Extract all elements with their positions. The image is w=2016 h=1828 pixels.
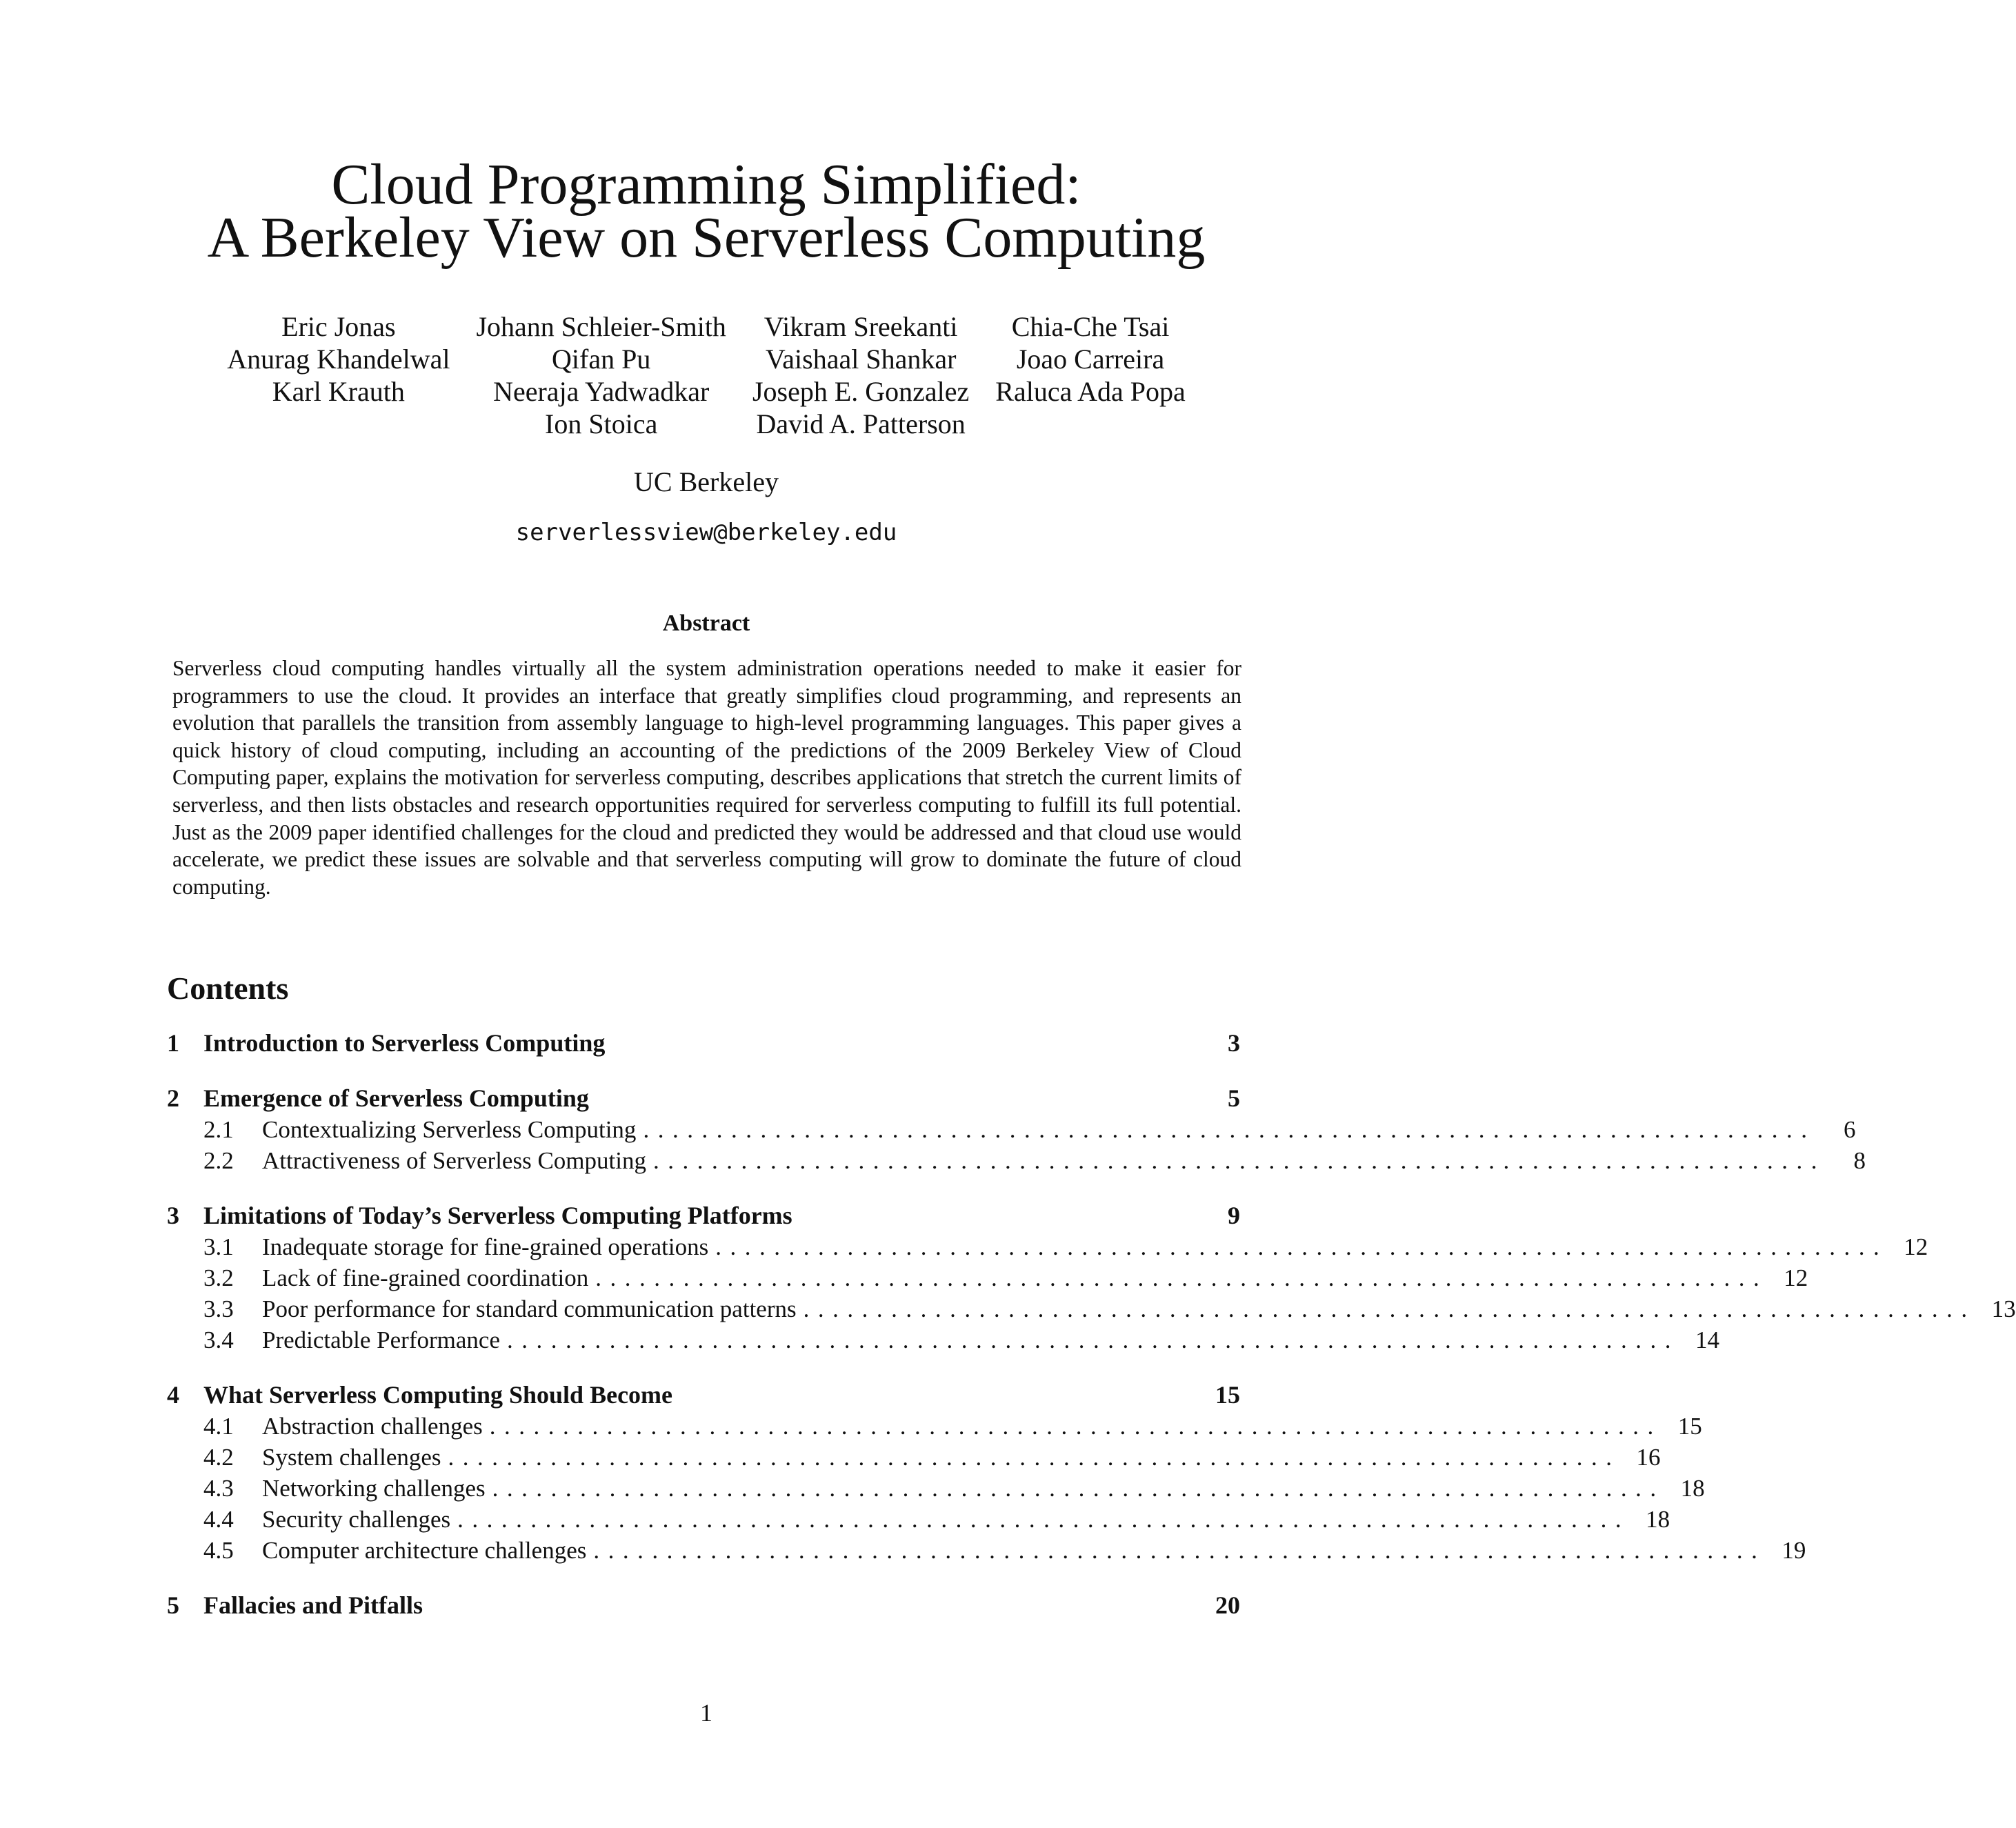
toc-subsection-page: 6 <box>1843 1116 1856 1143</box>
toc-section <box>167 1590 1240 1621</box>
toc-section-title: Fallacies and Pitfalls <box>203 1591 423 1619</box>
toc-subsection-number: 3.3 <box>203 1295 234 1322</box>
paper-title-line-1: Cloud Programming Simplified: <box>331 152 1081 217</box>
toc-subsection-title: Lack of fine-grained coordination <box>262 1264 589 1291</box>
toc-subsection-number: 3.2 <box>203 1264 234 1291</box>
author-name: Joseph E. Gonzalez <box>752 376 970 407</box>
toc-subsection-entry[interactable] <box>167 1293 2016 1324</box>
abstract-text: Serverless cloud computing handles virtually all the system administration operations needed to make it easier for programmers to use the cloud. It provides an interface that greatly simplifies cloud programming, and represents an evolution that parallels the transition from assembly language to high-level programming languages. This paper gives a quick history of cloud computing, including an accounting of the predictions of the 2009 Berkeley View of Cloud Computing paper, explains the motivation for serverless computing, describes applications that stretch the current limits of serverless, and then lists obstacles and research opportunities required for serverless computing to fulfill its full potential. Just as the 2009 paper identified challenges for the cloud and predicted they would be addressed and that cloud use would accelerate, we predict these issues are solvable and that serverless computing will grow to dominate the future of cloud computing. <box>172 656 1241 899</box>
toc-section-number: 1 <box>167 1029 179 1057</box>
dot-leader: ................................................................................ <box>593 1537 1766 1564</box>
toc-section-page: 20 <box>1215 1591 1240 1619</box>
dot-leader: ................................................................................ <box>448 1444 1621 1471</box>
toc-subsection-title: Security challenges <box>262 1506 451 1533</box>
dot-leader: ................................................................................ <box>489 1413 1662 1440</box>
toc-subsection-title: Poor performance for standard communication patterns <box>262 1295 797 1322</box>
toc-subsection-entry[interactable] <box>167 1535 1806 1566</box>
toc-section-entry[interactable] <box>167 1083 1240 1114</box>
toc-subsection-title: Computer architecture challenges <box>262 1537 587 1564</box>
toc-subsection-title: Networking challenges <box>262 1475 486 1502</box>
toc-section-page: 15 <box>1215 1381 1240 1409</box>
toc-subsection-number: 4.1 <box>203 1413 234 1440</box>
dot-leader: ................................................................................ <box>492 1475 1665 1502</box>
toc-section-page: 3 <box>1228 1029 1240 1057</box>
page-number: 1 <box>700 1699 712 1727</box>
toc-section <box>167 1083 1866 1176</box>
author-column <box>476 310 726 440</box>
toc-subsection-page: 8 <box>1853 1147 1866 1174</box>
toc-subsection-number: 2.1 <box>203 1116 234 1143</box>
author-name: Qifan Pu <box>552 344 651 375</box>
toc-section-number: 4 <box>167 1381 179 1409</box>
toc-section-title: Limitations of Today’s Serverless Computing Platforms <box>203 1202 792 1229</box>
affiliation: UC Berkeley <box>634 466 779 497</box>
dot-leader: ................................................................................ <box>715 1233 1888 1260</box>
dot-leader: ................................................................................ <box>457 1506 1630 1533</box>
toc-section-entry[interactable] <box>167 1028 1240 1059</box>
author-name: Ion Stoica <box>545 408 658 439</box>
toc-section <box>167 1200 2016 1355</box>
dot-leader: ................................................................................ <box>595 1264 1768 1291</box>
toc-subsection-entry[interactable] <box>167 1114 1856 1145</box>
toc-section <box>167 1380 1806 1566</box>
toc-subsection-number: 4.4 <box>203 1506 234 1533</box>
author-column <box>227 310 450 440</box>
author-name: Neeraja Yadwadkar <box>493 376 710 407</box>
toc-subsection-entry[interactable] <box>167 1473 1705 1504</box>
toc-subsection-entry[interactable] <box>167 1145 1866 1176</box>
toc-subsection-number: 4.3 <box>203 1475 234 1502</box>
toc-section-number: 5 <box>167 1591 179 1619</box>
toc-subsection-title: Inadequate storage for fine-grained operations <box>262 1233 709 1260</box>
toc-subsection-page: 12 <box>1904 1233 1928 1260</box>
toc-section-entry[interactable] <box>167 1590 1240 1621</box>
author-name: Chia-Che Tsai <box>1011 311 1170 342</box>
author-name: Vikram Sreekanti <box>764 311 958 342</box>
paper-title-line-2: A Berkeley View on Serverless Computing <box>207 206 1206 270</box>
author-name: Johann Schleier-Smith <box>476 311 726 342</box>
toc-subsection-title: Contextualizing Serverless Computing <box>262 1116 637 1143</box>
toc-subsection-entry[interactable] <box>167 1262 1808 1293</box>
toc-subsection-entry[interactable] <box>167 1504 1670 1535</box>
toc-section-page: 5 <box>1228 1084 1240 1112</box>
toc-subsection-page: 18 <box>1680 1475 1705 1502</box>
dot-leader: ................................................................................ <box>506 1327 1679 1353</box>
toc-subsection-entry[interactable] <box>167 1324 1719 1355</box>
author-name: Eric Jonas <box>281 311 396 342</box>
toc-subsection-number: 4.5 <box>203 1537 234 1564</box>
toc-subsection-page: 13 <box>1991 1295 2016 1322</box>
toc-subsection-page: 12 <box>1784 1264 1808 1291</box>
toc-subsection-title: Predictable Performance <box>262 1327 500 1353</box>
toc-subsection-title: Abstraction challenges <box>262 1413 483 1440</box>
toc-subsection-page: 14 <box>1695 1327 1719 1353</box>
author-name: Anurag Khandelwal <box>227 344 450 375</box>
toc-section-entry[interactable] <box>167 1200 1240 1231</box>
toc-subsection-number: 3.1 <box>203 1233 234 1260</box>
toc-subsection-page: 16 <box>1636 1444 1661 1471</box>
author-name: Raluca Ada Popa <box>995 376 1186 407</box>
toc-section-number: 3 <box>167 1202 179 1229</box>
toc-subsection-page: 15 <box>1677 1413 1702 1440</box>
dot-leader: ................................................................................ <box>652 1147 1826 1174</box>
contact-email: serverlessview@berkeley.edu <box>515 519 897 546</box>
toc-subsection-number: 2.2 <box>203 1147 234 1174</box>
toc-subsection-title: Attractiveness of Serverless Computing <box>262 1147 646 1174</box>
author-name: Vaishaal Shankar <box>765 344 957 375</box>
toc-section-number: 2 <box>167 1084 179 1112</box>
toc-subsection-entry[interactable] <box>167 1231 1928 1262</box>
author-name: Joao Carreira <box>1016 344 1165 375</box>
dot-leader: ................................................................................ <box>803 1295 1976 1322</box>
dot-leader: ................................................................................ <box>643 1116 1816 1143</box>
author-name: Karl Krauth <box>272 376 405 407</box>
toc-section-entry[interactable] <box>167 1380 1240 1411</box>
toc-section-title: Introduction to Serverless Computing <box>203 1029 606 1057</box>
toc-subsection-entry[interactable] <box>167 1411 1702 1442</box>
toc-subsection-number: 4.2 <box>203 1444 234 1471</box>
author-column <box>995 310 1186 440</box>
abstract-heading: Abstract <box>662 610 750 636</box>
toc-subsection-entry[interactable] <box>167 1442 1661 1473</box>
author-name: David A. Patterson <box>756 408 966 439</box>
toc-section-title: Emergence of Serverless Computing <box>203 1084 589 1112</box>
toc-subsection-number: 3.4 <box>203 1327 234 1353</box>
toc-subsection-page: 19 <box>1782 1537 1806 1564</box>
toc-subsection-title: System challenges <box>262 1444 441 1471</box>
author-column <box>752 310 969 440</box>
toc-section-title: What Serverless Computing Should Become <box>203 1381 673 1409</box>
contents-heading: Contents <box>167 971 289 1006</box>
table-of-contents <box>167 1028 2016 1645</box>
toc-subsection-page: 18 <box>1646 1506 1670 1533</box>
author-list <box>0 310 1413 440</box>
toc-section <box>167 1028 1240 1059</box>
toc-section-page: 9 <box>1228 1202 1240 1229</box>
